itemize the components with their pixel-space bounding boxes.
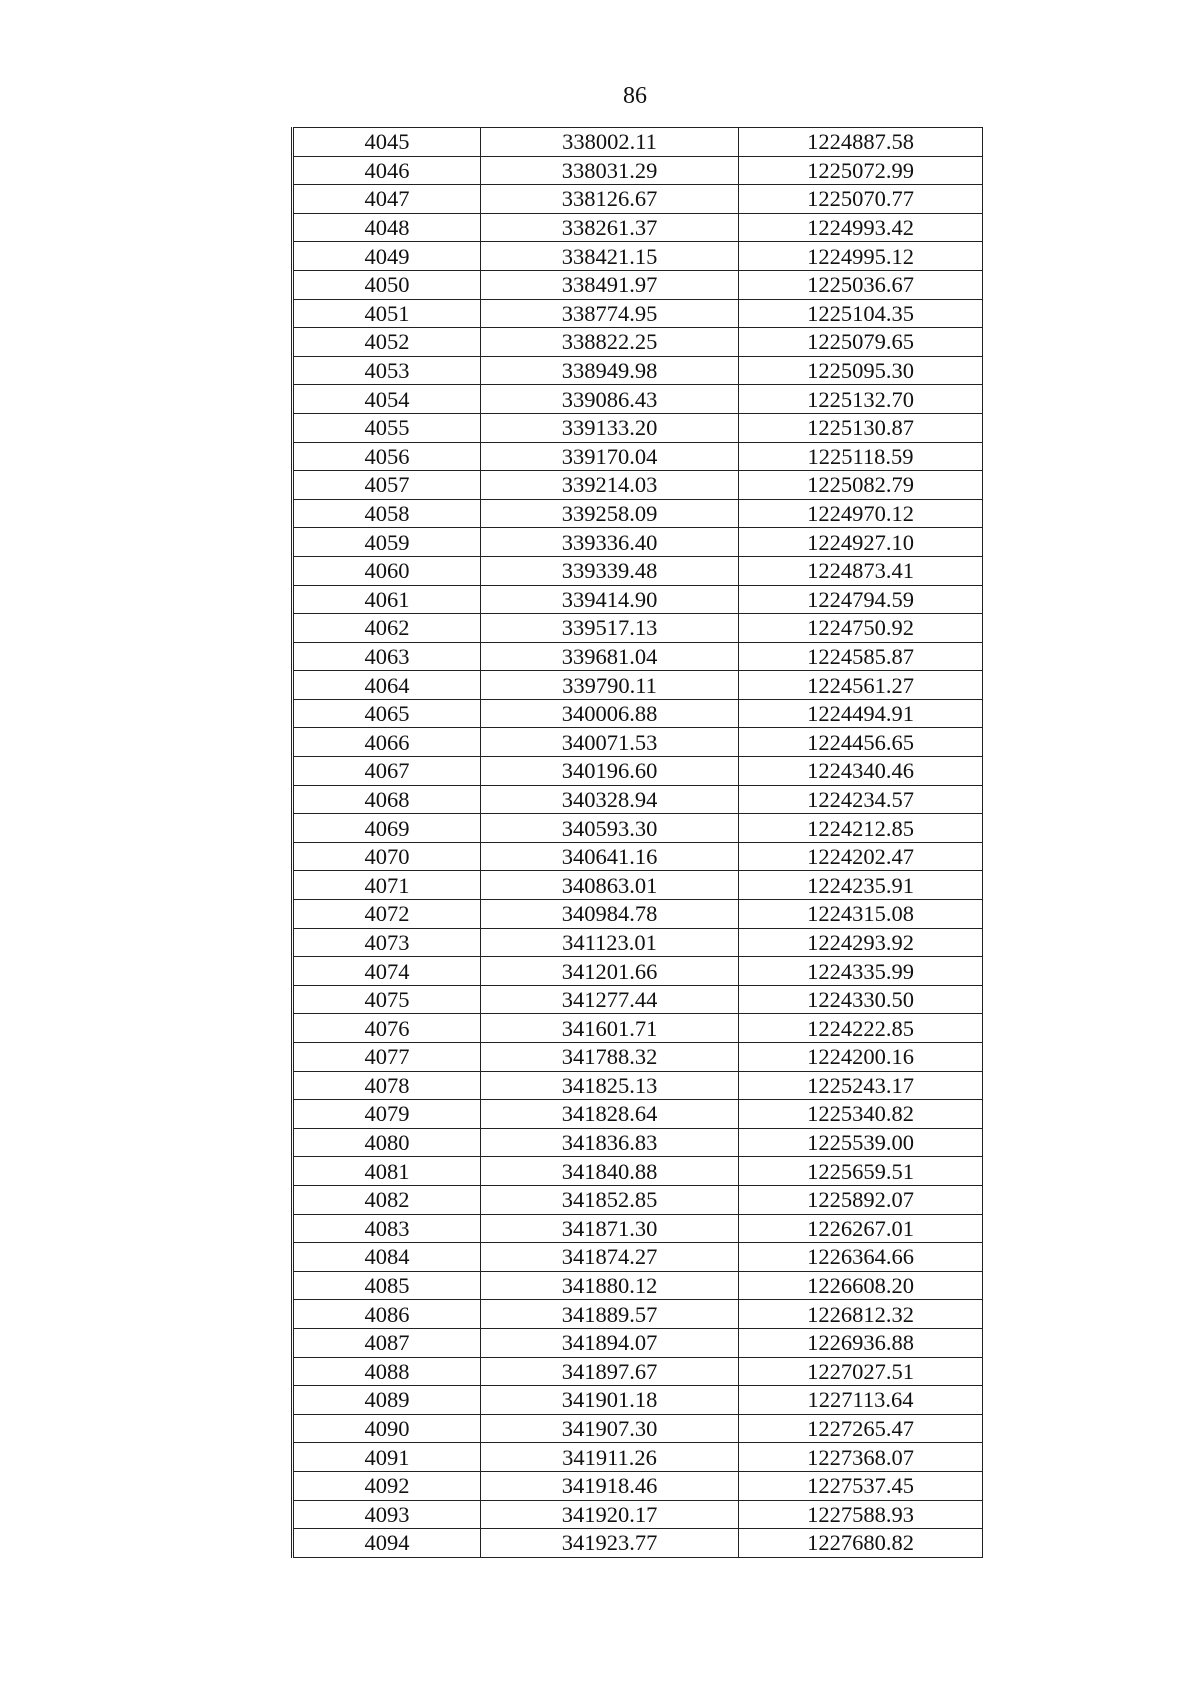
point-number-cell: 4088 (293, 1357, 481, 1386)
y-coordinate-cell: 1224293.92 (739, 928, 983, 957)
table-row (293, 871, 983, 900)
table-row (293, 728, 983, 757)
x-coordinate-cell: 339517.13 (481, 614, 739, 643)
y-coordinate-cell: 1225104.35 (739, 299, 983, 328)
point-number-cell: 4057 (293, 471, 481, 500)
y-coordinate-cell: 1227113.64 (739, 1386, 983, 1415)
table-row (293, 1243, 983, 1272)
y-coordinate-cell: 1224340.46 (739, 757, 983, 786)
point-number-cell: 4077 (293, 1043, 481, 1072)
table-row (293, 528, 983, 557)
table-row (293, 413, 983, 442)
point-number-cell: 4051 (293, 299, 481, 328)
table-row (293, 814, 983, 843)
y-coordinate-cell: 1225892.07 (739, 1185, 983, 1214)
point-number-cell: 4069 (293, 814, 481, 843)
y-coordinate-cell: 1224234.57 (739, 785, 983, 814)
y-coordinate-cell: 1224235.91 (739, 871, 983, 900)
table-row (293, 156, 983, 185)
x-coordinate-cell: 338774.95 (481, 299, 739, 328)
x-coordinate-cell: 341871.30 (481, 1214, 739, 1243)
table-row (293, 1128, 983, 1157)
x-coordinate-cell: 341880.12 (481, 1271, 739, 1300)
y-coordinate-cell: 1224993.42 (739, 213, 983, 242)
y-coordinate-cell: 1226608.20 (739, 1271, 983, 1300)
x-coordinate-cell: 341601.71 (481, 1014, 739, 1043)
x-coordinate-cell: 341277.44 (481, 985, 739, 1014)
table-row (293, 785, 983, 814)
table-row (293, 1386, 983, 1415)
point-number-cell: 4047 (293, 185, 481, 214)
point-number-cell: 4079 (293, 1100, 481, 1129)
point-number-cell: 4087 (293, 1328, 481, 1357)
x-coordinate-cell: 338491.97 (481, 270, 739, 299)
point-number-cell: 4063 (293, 642, 481, 671)
x-coordinate-cell: 338822.25 (481, 328, 739, 357)
y-coordinate-cell: 1224995.12 (739, 242, 983, 271)
point-number-cell: 4048 (293, 213, 481, 242)
point-number-cell: 4071 (293, 871, 481, 900)
table-row (293, 442, 983, 471)
table-row (293, 1043, 983, 1072)
x-coordinate-cell: 340071.53 (481, 728, 739, 757)
y-coordinate-cell: 1225130.87 (739, 413, 983, 442)
y-coordinate-cell: 1224200.16 (739, 1043, 983, 1072)
table-row (293, 699, 983, 728)
point-number-cell: 4053 (293, 356, 481, 385)
table-row (293, 585, 983, 614)
x-coordinate-cell: 341201.66 (481, 957, 739, 986)
y-coordinate-cell: 1225036.67 (739, 270, 983, 299)
table-row (293, 614, 983, 643)
x-coordinate-cell: 340328.94 (481, 785, 739, 814)
y-coordinate-cell: 1224927.10 (739, 528, 983, 557)
point-number-cell: 4092 (293, 1471, 481, 1500)
table-row (293, 1185, 983, 1214)
point-number-cell: 4067 (293, 757, 481, 786)
x-coordinate-cell: 339681.04 (481, 642, 739, 671)
y-coordinate-cell: 1225070.77 (739, 185, 983, 214)
y-coordinate-cell: 1224222.85 (739, 1014, 983, 1043)
point-number-cell: 4045 (293, 128, 481, 157)
table-row (293, 299, 983, 328)
table-row (293, 1157, 983, 1186)
point-number-cell: 4074 (293, 957, 481, 986)
y-coordinate-cell: 1224330.50 (739, 985, 983, 1014)
point-number-cell: 4064 (293, 671, 481, 700)
table-row (293, 1357, 983, 1386)
x-coordinate-cell: 340984.78 (481, 900, 739, 929)
point-number-cell: 4068 (293, 785, 481, 814)
x-coordinate-cell: 340641.16 (481, 842, 739, 871)
y-coordinate-cell: 1225243.17 (739, 1071, 983, 1100)
point-number-cell: 4085 (293, 1271, 481, 1300)
point-number-cell: 4052 (293, 328, 481, 357)
y-coordinate-cell: 1226267.01 (739, 1214, 983, 1243)
y-coordinate-cell: 1227588.93 (739, 1500, 983, 1529)
table-row (293, 385, 983, 414)
point-number-cell: 4083 (293, 1214, 481, 1243)
page-number: 86 (623, 83, 647, 109)
point-number-cell: 4061 (293, 585, 481, 614)
point-number-cell: 4050 (293, 270, 481, 299)
table-row (293, 842, 983, 871)
x-coordinate-cell: 341825.13 (481, 1071, 739, 1100)
point-number-cell: 4056 (293, 442, 481, 471)
x-coordinate-cell: 341894.07 (481, 1328, 739, 1357)
y-coordinate-cell: 1224794.59 (739, 585, 983, 614)
table-row (293, 556, 983, 585)
x-coordinate-cell: 341828.64 (481, 1100, 739, 1129)
point-number-cell: 4082 (293, 1185, 481, 1214)
table-row (293, 642, 983, 671)
point-number-cell: 4072 (293, 900, 481, 929)
table-row (293, 1014, 983, 1043)
point-number-cell: 4046 (293, 156, 481, 185)
x-coordinate-cell: 341901.18 (481, 1386, 739, 1415)
x-coordinate-cell: 341907.30 (481, 1414, 739, 1443)
y-coordinate-cell: 1225079.65 (739, 328, 983, 357)
table-row (293, 671, 983, 700)
table-row (293, 1100, 983, 1129)
point-number-cell: 4059 (293, 528, 481, 557)
coordinates-table (291, 127, 983, 1558)
table-row (293, 985, 983, 1014)
y-coordinate-cell: 1224335.99 (739, 957, 983, 986)
x-coordinate-cell: 339170.04 (481, 442, 739, 471)
point-number-cell: 4090 (293, 1414, 481, 1443)
x-coordinate-cell: 339336.40 (481, 528, 739, 557)
table-row (293, 928, 983, 957)
table-row (293, 328, 983, 357)
x-coordinate-cell: 341788.32 (481, 1043, 739, 1072)
point-number-cell: 4086 (293, 1300, 481, 1329)
x-coordinate-cell: 341840.88 (481, 1157, 739, 1186)
y-coordinate-cell: 1227265.47 (739, 1414, 983, 1443)
point-number-cell: 4066 (293, 728, 481, 757)
x-coordinate-cell: 339414.90 (481, 585, 739, 614)
y-coordinate-cell: 1224970.12 (739, 499, 983, 528)
x-coordinate-cell: 341123.01 (481, 928, 739, 957)
point-number-cell: 4091 (293, 1443, 481, 1472)
y-coordinate-cell: 1226936.88 (739, 1328, 983, 1357)
x-coordinate-cell: 338949.98 (481, 356, 739, 385)
table-row (293, 128, 983, 157)
table-row (293, 242, 983, 271)
y-coordinate-cell: 1226364.66 (739, 1243, 983, 1272)
y-coordinate-cell: 1224212.85 (739, 814, 983, 843)
x-coordinate-cell: 341918.46 (481, 1471, 739, 1500)
x-coordinate-cell: 339339.48 (481, 556, 739, 585)
table-row (293, 213, 983, 242)
x-coordinate-cell: 341911.26 (481, 1443, 739, 1472)
point-number-cell: 4089 (293, 1386, 481, 1415)
x-coordinate-cell: 339133.20 (481, 413, 739, 442)
point-number-cell: 4075 (293, 985, 481, 1014)
x-coordinate-cell: 338031.29 (481, 156, 739, 185)
y-coordinate-cell: 1224315.08 (739, 900, 983, 929)
x-coordinate-cell: 341920.17 (481, 1500, 739, 1529)
x-coordinate-cell: 338421.15 (481, 242, 739, 271)
x-coordinate-cell: 341852.85 (481, 1185, 739, 1214)
table-row (293, 1414, 983, 1443)
y-coordinate-cell: 1225340.82 (739, 1100, 983, 1129)
x-coordinate-cell: 341889.57 (481, 1300, 739, 1329)
point-number-cell: 4081 (293, 1157, 481, 1186)
y-coordinate-cell: 1225659.51 (739, 1157, 983, 1186)
table-row (293, 957, 983, 986)
x-coordinate-cell: 339214.03 (481, 471, 739, 500)
x-coordinate-cell: 340006.88 (481, 699, 739, 728)
y-coordinate-cell: 1225082.79 (739, 471, 983, 500)
point-number-cell: 4073 (293, 928, 481, 957)
y-coordinate-cell: 1226812.32 (739, 1300, 983, 1329)
x-coordinate-cell: 339086.43 (481, 385, 739, 414)
point-number-cell: 4062 (293, 614, 481, 643)
x-coordinate-cell: 340593.30 (481, 814, 739, 843)
table-row (293, 1500, 983, 1529)
x-coordinate-cell: 341874.27 (481, 1243, 739, 1272)
table-row (293, 1071, 983, 1100)
y-coordinate-cell: 1227680.82 (739, 1529, 983, 1558)
table-row (293, 1328, 983, 1357)
x-coordinate-cell: 341897.67 (481, 1357, 739, 1386)
point-number-cell: 4078 (293, 1071, 481, 1100)
x-coordinate-cell: 341836.83 (481, 1128, 739, 1157)
y-coordinate-cell: 1225118.59 (739, 442, 983, 471)
point-number-cell: 4094 (293, 1529, 481, 1558)
x-coordinate-cell: 338126.67 (481, 185, 739, 214)
point-number-cell: 4093 (293, 1500, 481, 1529)
table-row (293, 1471, 983, 1500)
table-body (293, 128, 983, 1558)
x-coordinate-cell: 339790.11 (481, 671, 739, 700)
y-coordinate-cell: 1224561.27 (739, 671, 983, 700)
y-coordinate-cell: 1225132.70 (739, 385, 983, 414)
table-row (293, 270, 983, 299)
point-number-cell: 4080 (293, 1128, 481, 1157)
table-row (293, 757, 983, 786)
x-coordinate-cell: 340196.60 (481, 757, 739, 786)
table-row (293, 185, 983, 214)
table-row (293, 900, 983, 929)
y-coordinate-cell: 1227368.07 (739, 1443, 983, 1472)
point-number-cell: 4054 (293, 385, 481, 414)
y-coordinate-cell: 1224750.92 (739, 614, 983, 643)
y-coordinate-cell: 1225072.99 (739, 156, 983, 185)
point-number-cell: 4060 (293, 556, 481, 585)
y-coordinate-cell: 1224873.41 (739, 556, 983, 585)
table-row (293, 356, 983, 385)
point-number-cell: 4076 (293, 1014, 481, 1043)
point-number-cell: 4049 (293, 242, 481, 271)
table-row (293, 471, 983, 500)
table-row (293, 1529, 983, 1558)
y-coordinate-cell: 1227027.51 (739, 1357, 983, 1386)
point-number-cell: 4058 (293, 499, 481, 528)
x-coordinate-cell: 339258.09 (481, 499, 739, 528)
y-coordinate-cell: 1225095.30 (739, 356, 983, 385)
point-number-cell: 4084 (293, 1243, 481, 1272)
y-coordinate-cell: 1224456.65 (739, 728, 983, 757)
y-coordinate-cell: 1224585.87 (739, 642, 983, 671)
y-coordinate-cell: 1225539.00 (739, 1128, 983, 1157)
point-number-cell: 4065 (293, 699, 481, 728)
x-coordinate-cell: 338002.11 (481, 128, 739, 157)
table-row (293, 1443, 983, 1472)
y-coordinate-cell: 1224887.58 (739, 128, 983, 157)
point-number-cell: 4070 (293, 842, 481, 871)
table-row (293, 1214, 983, 1243)
table-row (293, 1300, 983, 1329)
y-coordinate-cell: 1224202.47 (739, 842, 983, 871)
x-coordinate-cell: 340863.01 (481, 871, 739, 900)
table-row (293, 499, 983, 528)
point-number-cell: 4055 (293, 413, 481, 442)
x-coordinate-cell: 341923.77 (481, 1529, 739, 1558)
table-row (293, 1271, 983, 1300)
y-coordinate-cell: 1227537.45 (739, 1471, 983, 1500)
y-coordinate-cell: 1224494.91 (739, 699, 983, 728)
x-coordinate-cell: 338261.37 (481, 213, 739, 242)
